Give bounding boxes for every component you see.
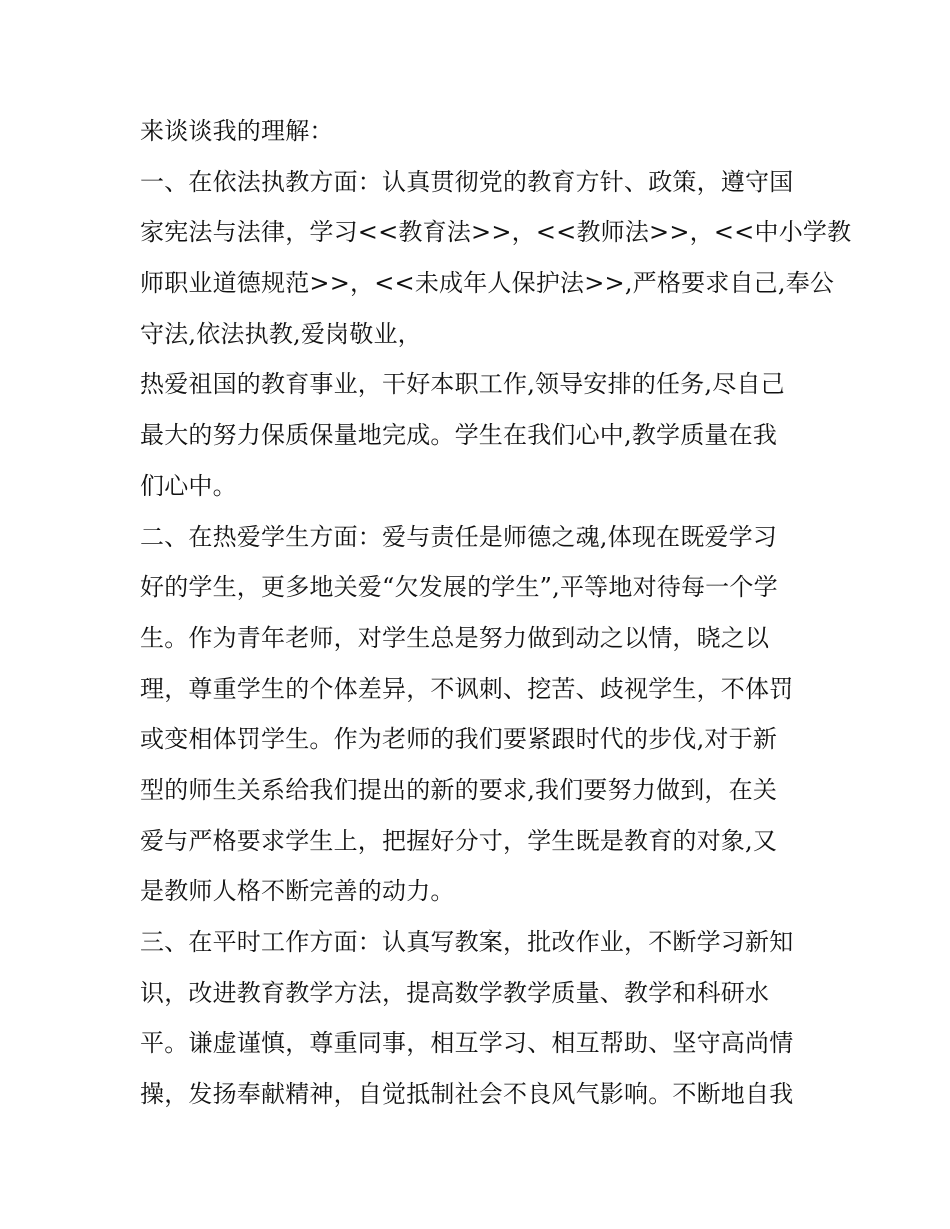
text-line-19: 平。谦虚谨慎，尊重同事，相互学习、相互帮助、坚守高尚情 xyxy=(140,1029,794,1058)
text-line-8: 们心中。 xyxy=(140,471,237,500)
text-line-10: 好的学生，更多地关爱“欠发展的学生”,平等地对待每一个学 xyxy=(140,573,778,602)
text-line-5: 守法,依法执教,爱岗敬业， xyxy=(140,319,422,348)
text-line-16: 是教师人格不断完善的动力。 xyxy=(140,877,455,906)
text-line-20: 操，发扬奉献精神，自觉抵制社会不良风气影响。不断地自我 xyxy=(140,1080,794,1109)
text-line-6: 热爱祖国的教育事业，干好本职工作,领导安排的任务,尽自己 xyxy=(140,370,785,399)
text-line-12: 理，尊重学生的个体差异，不讽刺、挖苦、歧视学生，不体罚 xyxy=(140,674,794,703)
text-line-14: 型的师生关系给我们提出的新的要求,我们要努力做到，在关 xyxy=(140,775,778,804)
text-line-7: 最大的努力保质保量地完成。学生在我们心中,教学质量在我 xyxy=(140,421,778,450)
text-line-3: 家宪法与法律，学习<<教育法>>，<<教师法>>，<<中小学教 xyxy=(140,218,852,247)
text-line-4: 师职业道德规范>>，<<未成年人保护法>>,严格要求自己,奉公 xyxy=(140,269,835,298)
text-line-1: 来谈谈我的理解： xyxy=(140,117,334,145)
text-line-11: 生。作为青年老师，对学生总是努力做到动之以情，晓之以 xyxy=(140,623,770,652)
text-line-17: 三、在平时工作方面：认真写教案，批改作业，不断学习新知 xyxy=(140,928,794,956)
text-line-2: 一、在依法执教方面：认真贯彻党的教育方针、政策，遵守国 xyxy=(140,167,794,196)
text-line-15: 爱与严格要求学生上，把握好分寸，学生既是教育的对象,又 xyxy=(140,826,778,855)
text-line-9: 二、在热爱学生方面：爱与责任是师德之魂,体现在既爱学习 xyxy=(140,522,778,551)
text-line-18: 识，改进教育教学方法，提高数学教学质量、教学和科研水 xyxy=(140,978,770,1007)
text-line-13: 或变相体罚学生。作为老师的我们要紧跟时代的步伐,对于新 xyxy=(140,725,778,754)
document-body xyxy=(140,106,852,1120)
